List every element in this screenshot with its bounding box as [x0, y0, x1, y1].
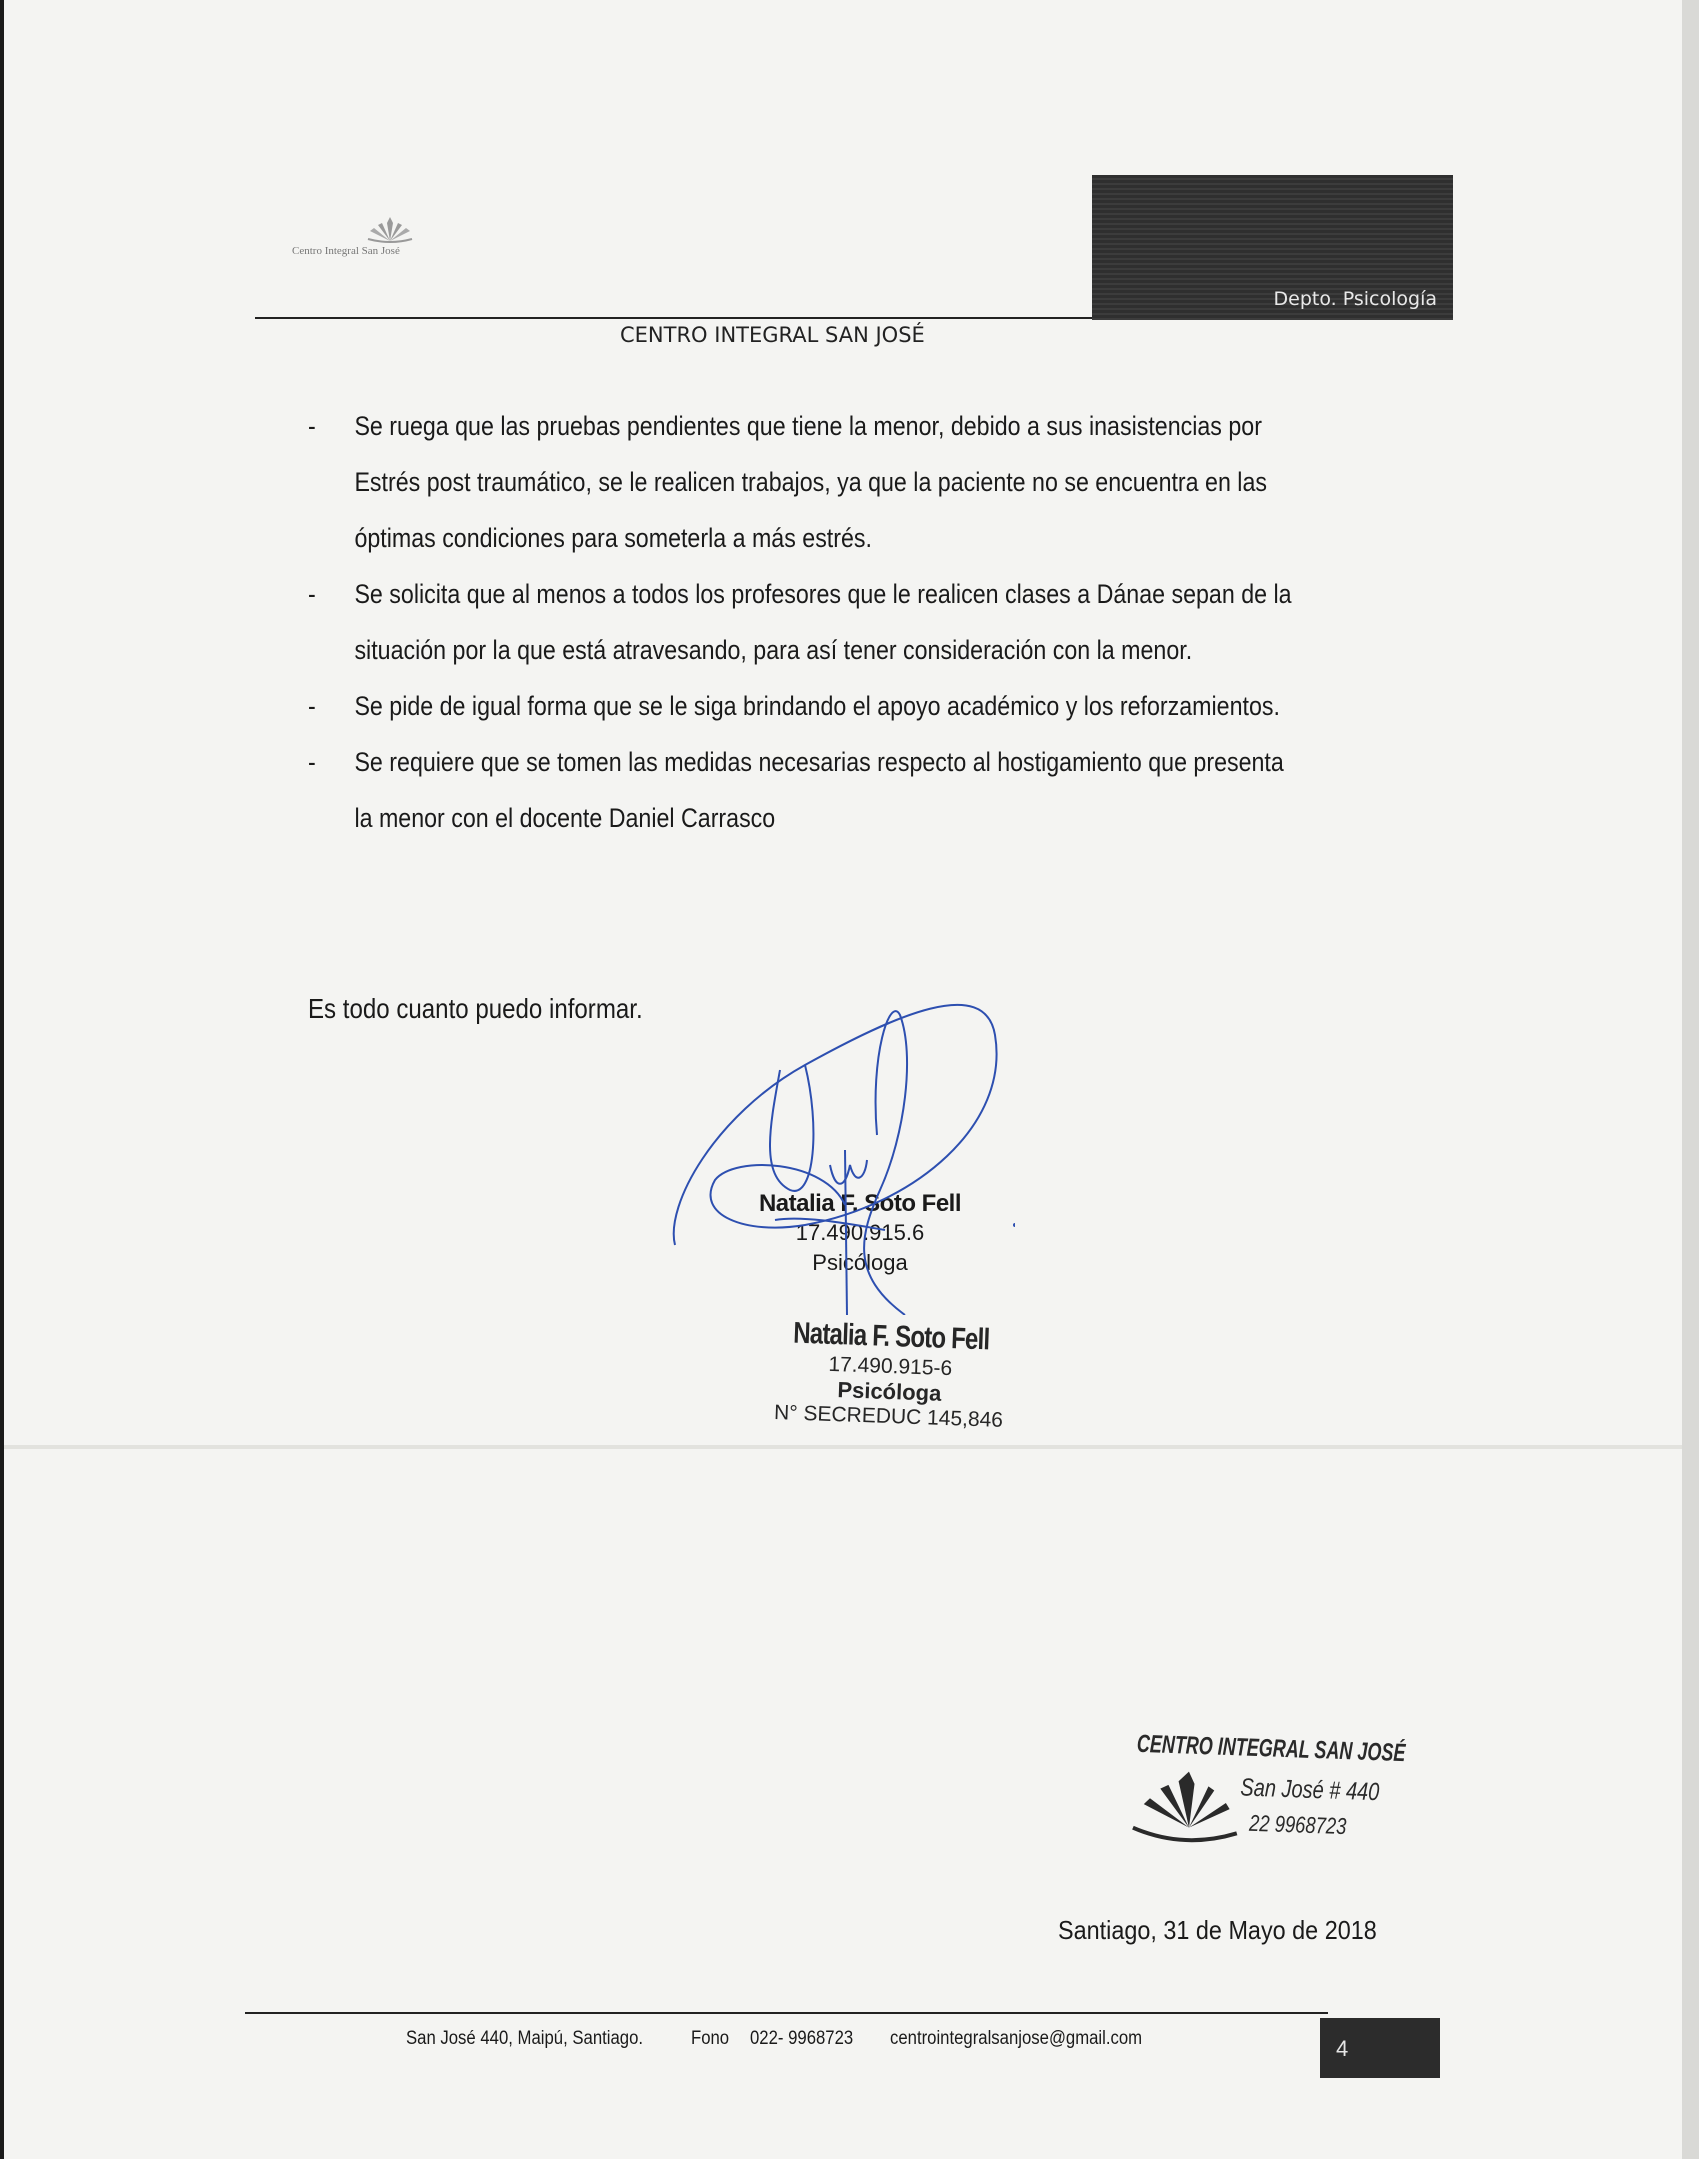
scan-right-edge [1682, 0, 1699, 2159]
lotus-icon [360, 215, 420, 243]
footer-email: centrointegralsanjose@gmail.com [890, 2028, 1143, 2049]
department-banner [1092, 175, 1453, 320]
footer-address: San José 440, Maipú, Santiago. [406, 2028, 644, 2049]
request-list [308, 398, 1294, 846]
bullet-dash: - [308, 691, 316, 721]
footer-phone-label: Fono [691, 2028, 730, 2049]
bullet-text: Se pide de igual forma que se le siga brindando el apoyo académico y los reforzamientos. [354, 691, 1280, 721]
list-item [308, 398, 1294, 566]
scan-left-edge [0, 0, 4, 2159]
list-item [308, 678, 1294, 734]
footer-divider [245, 2012, 1328, 2014]
center-title: CENTRO INTEGRAL SAN JOSÉ [620, 323, 925, 347]
handwritten-signature [655, 975, 1015, 1315]
lotus-icon [1128, 1766, 1241, 1850]
department-label: Depto. Psicología [1273, 288, 1437, 310]
center-stamp [1133, 1730, 1437, 1870]
stamp-rut: 17.490.915-6 [828, 1352, 953, 1381]
professional-stamp [738, 1315, 1042, 1434]
list-item [308, 734, 1294, 846]
stamp-title: Psicóloga [837, 1377, 942, 1406]
center-logo [292, 215, 492, 265]
center-stamp-address: San José # 440 [1239, 1773, 1380, 1807]
list-item [308, 566, 1294, 678]
signer-rut: 17.490.915.6 [795, 1220, 925, 1245]
bullet-dash: - [308, 411, 316, 441]
stamp-name: Natalia F. Soto Fell [792, 1316, 990, 1357]
bullet-text: Se solicita que al menos a todos los profesores que le realicen clases a Dánae sepan de la situación por la que está atravesando, para así tener consideración con la menor. [354, 579, 1292, 665]
bullet-text: Se ruega que las pruebas pendientes que tiene la menor, debido a sus inasistencias por Estrés post traumático, se le realicen trabajos, ya que la paciente no se encuentra en las óptimas condiciones para someterla a más estrés. [354, 411, 1267, 553]
footer-phone: 022- 9968723 [750, 2028, 854, 2049]
paper-fold-line [4, 1445, 1682, 1449]
bullet-dash: - [308, 747, 316, 777]
page-number: 4 [1336, 2036, 1349, 2061]
bullet-dash: - [308, 579, 316, 609]
header-divider [255, 317, 1092, 319]
stamp-registry: N° SECREDUC 145,846 [773, 1400, 1004, 1432]
document-date: Santiago, 31 de Mayo de 2018 [1058, 1915, 1377, 1945]
center-stamp-phone: 22 9968723 [1248, 1809, 1347, 1840]
closing-statement: Es todo cuanto puedo informar. [308, 993, 643, 1024]
logo-caption: Centro Integral San José [292, 245, 400, 257]
bullet-text: Se requiere que se tomen las medidas necesarias respecto al hostigamiento que presenta la menor con el docente Daniel Carrasco [354, 747, 1284, 833]
signer-title: Psicóloga [812, 1250, 908, 1275]
signer-name: Natalia F. Soto Fell [758, 1190, 962, 1217]
page-number-box [1320, 2018, 1440, 2078]
center-stamp-name: CENTRO INTEGRAL SAN JOSÉ [1136, 1729, 1406, 1768]
